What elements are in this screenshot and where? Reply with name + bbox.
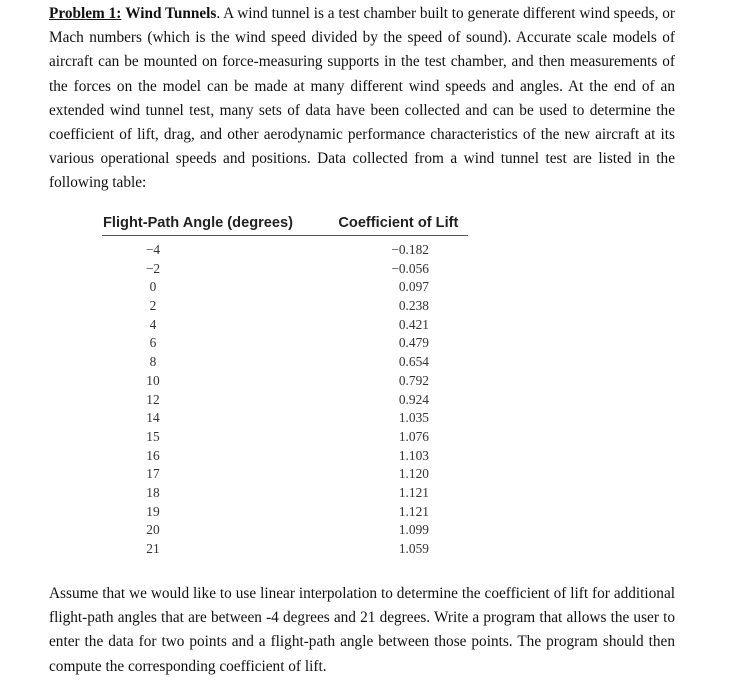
lift-cell: 0.421	[398, 316, 429, 332]
angle-cell: 6	[149, 335, 157, 351]
table-row	[102, 447, 468, 466]
angle-cell: 4	[149, 316, 157, 332]
table-row	[102, 260, 468, 279]
table-row	[102, 241, 468, 260]
table-header	[102, 212, 468, 236]
angle-cell: 21	[146, 541, 160, 556]
angle-cell: 20	[146, 522, 160, 538]
problem-title: Wind Tunnels	[125, 5, 217, 22]
header-flight-path-angle: Flight-Path Angle (degrees)	[103, 215, 293, 231]
lift-cell: 0.097	[398, 279, 429, 295]
wind-tunnel-data-table	[102, 212, 468, 559]
lift-cell: 0.238	[398, 298, 429, 314]
angle-cell: 18	[146, 484, 160, 500]
lift-cell: 0.479	[398, 335, 429, 351]
lift-cell: 1.120	[398, 466, 429, 482]
lift-cell: 0.654	[398, 354, 429, 370]
lift-cell: 0.792	[398, 372, 429, 388]
table-row	[102, 297, 468, 316]
table-row	[102, 316, 468, 335]
angle-cell: 14	[146, 410, 160, 426]
table-row	[102, 334, 468, 353]
angle-cell: 0	[149, 279, 157, 295]
lift-cell: −0.182	[391, 242, 429, 257]
angle-cell: −2	[145, 260, 161, 276]
table-row	[102, 278, 468, 297]
table-row	[102, 521, 468, 540]
lift-cell: 1.076	[398, 428, 429, 444]
table-row	[102, 465, 468, 484]
angle-cell: 19	[146, 503, 160, 519]
lift-cell: 1.099	[398, 522, 429, 538]
table-row	[102, 503, 468, 522]
problem-intro-text: . A wind tunnel is a test chamber built to generate different wind speeds, or Mach numbers (which is the wind speed divided by the speed of sound). Accurate scale models of aircraft can be mounted on force-measuring supports in the test chamber, and then measurements of the forces on the model can be made at many different wind speeds and angles. At the end of an extended wind tunnel test, many sets of data have been collected and can be used to determine the coefficient of lift, drag, and other aerodynamic performance characteristics of the new aircraft at its various operational speeds and positions. Data collected from a wind tunnel test are listed in the following table:	[49, 5, 675, 192]
angle-cell: 17	[146, 466, 160, 482]
table-row	[102, 540, 468, 559]
lift-cell: 1.121	[398, 484, 429, 500]
table-row	[102, 409, 468, 428]
angle-cell: −4	[145, 242, 161, 257]
angle-cell: 10	[146, 372, 160, 388]
angle-cell: 16	[146, 447, 160, 463]
table-row	[102, 484, 468, 503]
problem-intro-paragraph	[49, 2, 675, 196]
lift-cell: 0.924	[398, 391, 429, 407]
table-row	[102, 391, 468, 410]
angle-cell: 15	[146, 428, 160, 444]
angle-cell: 12	[146, 391, 160, 407]
lift-cell: 1.059	[398, 541, 429, 556]
problem-label: Problem 1:	[49, 5, 122, 22]
lift-cell: 1.103	[398, 447, 429, 463]
header-coefficient-of-lift: Coefficient of Lift	[338, 215, 459, 231]
lift-cell: −0.056	[391, 260, 429, 276]
lift-cell: 1.035	[398, 410, 429, 426]
angle-cell: 8	[149, 354, 157, 370]
problem-closing-paragraph: Assume that we would like to use linear interpolation to determine the coefficient of lift for additional flight-path angles that are between -4 degrees and 21 degrees. Write a program that allows the user to enter the data for two points and a flight-path angle between those points. The program should then compute the corresponding coefficient of lift.	[49, 585, 675, 675]
lift-cell: 1.121	[398, 503, 429, 519]
table-row	[102, 428, 468, 447]
table-body	[102, 241, 468, 559]
angle-cell: 2	[149, 298, 157, 314]
table-row	[102, 372, 468, 391]
table-row	[102, 353, 468, 372]
